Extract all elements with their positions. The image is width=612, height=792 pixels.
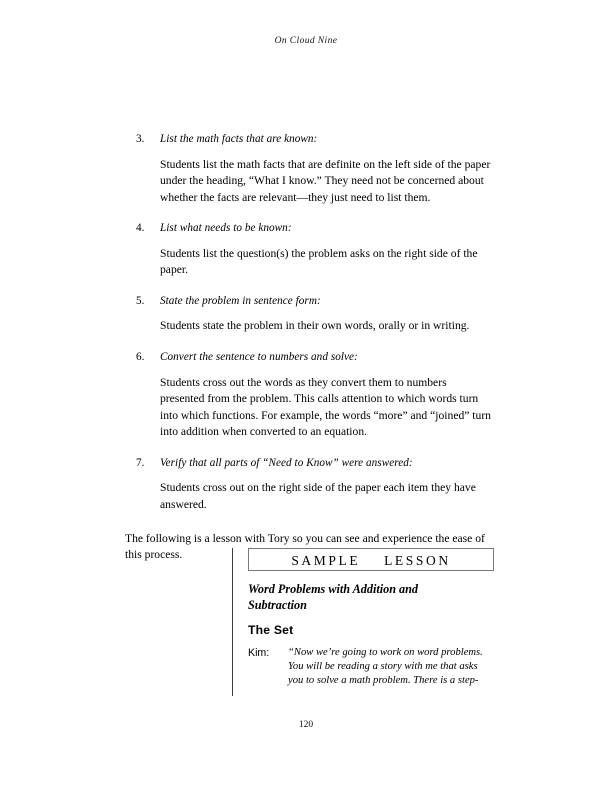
step-title: State the problem in sentence form: [160,294,321,307]
lesson-title: Word Problems with Addition and Subtraction [248,582,418,612]
sample-lesson-banner [248,548,494,571]
lesson-subheading: The Set [248,623,294,637]
page-number: 120 [298,720,314,730]
step-body: Students cross out the words as they convert them to numbers presented from the problem. This calls attention to which words turn into which functions. For example, the words “more” and “joined” turn into addition when converted to an equation. [160,375,491,439]
step-number: 5. [136,294,145,307]
dialogue-speech: “Now we’re going to work on word problems. You will be reading a story with me that asks you to solve a math problem. There is a step- [288,647,483,687]
step-title: Verify that all parts of “Need to Know” were answered: [160,456,413,469]
lesson-vertical-rule [232,548,233,696]
step-number: 3. [136,133,145,145]
step-body: Students list the math facts that are definite on the left side of the paper under the heading, “What I know.” They need not be concerned about whether the facts are relevant—they just need to list them. [160,157,491,204]
numbered-step [125,221,492,279]
step-title: List the math facts that are known: [160,133,318,145]
sample-lesson-banner-label: SAMPLE LESSON [291,553,451,568]
numbered-step [125,350,492,441]
lesson-content [248,548,494,689]
dialogue-speaker: Kim: [248,647,270,659]
step-number: 7. [136,456,145,469]
step-number: 6. [136,351,145,364]
step-number: 4. [136,222,145,235]
step-title: List what needs to be known: [160,222,292,235]
numbered-step [125,132,492,206]
step-body: Students cross out on the right side of the paper each item they have answered. [160,481,476,512]
step-body: Students state the problem in their own words, orally or in writing. [160,319,470,333]
running-header: On Cloud Nine [274,36,338,46]
dialogue-line [248,646,494,689]
sample-lesson-section [232,548,494,689]
numbered-step [125,294,492,335]
lead-paragraph: The following is a lesson with Tory so you can see and experience the ease of this process. [125,531,485,562]
numbered-step [125,456,492,514]
step-title: Convert the sentence to numbers and solve: [160,351,358,364]
body-text-column [125,132,492,564]
step-body: Students list the question(s) the problem asks on the right side of the paper. [160,246,478,277]
